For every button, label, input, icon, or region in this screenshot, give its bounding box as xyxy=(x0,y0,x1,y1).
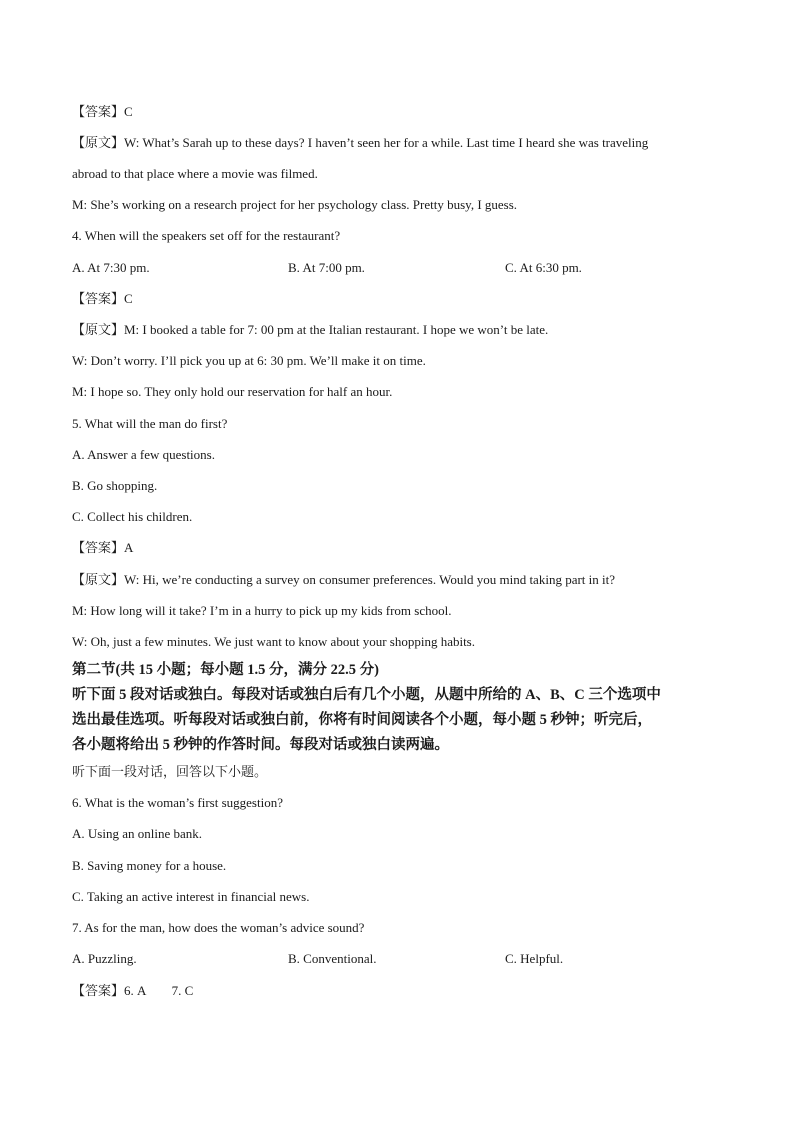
question-4: 4. When will the speakers set off for the restaurant? xyxy=(72,228,341,243)
section-2-title: 第二节(共 15 小题；每小题 1.5 分，满分 22.5 分) xyxy=(72,662,379,678)
transcript-4-woman: W: Don’t worry. I’ll pick you up at 6: 30 pm. We’ll make it on time. xyxy=(72,353,426,368)
question-4-option-b: B. At 7:00 pm. xyxy=(288,260,365,275)
question-7-option-c: C. Helpful. xyxy=(505,951,564,966)
question-5-option-b: B. Go shopping. xyxy=(72,478,158,493)
section-2-instruction-line-2: 选出最佳选项。听每段对话或独白前，你将有时间阅读各个小题，每小题 5 秒钟；听完后， xyxy=(72,712,652,728)
question-5-option-c: C. Collect his children. xyxy=(72,509,193,524)
transcript-3-line-1: 【原文】W: What’s Sarah up to these days? I haven’t seen her for a while. Last time I heard she was traveling xyxy=(72,135,649,150)
transcript-3-man: M: She’s working on a research project for her psychology class. Pretty busy, I guess. xyxy=(72,197,518,212)
transcript-5-woman: 【原文】W: Hi, we’re conducting a survey on consumer preferences. Would you mind taking part in it? xyxy=(72,572,616,587)
question-7: 7. As for the man, how does the woman’s advice sound? xyxy=(72,920,365,935)
answer-3: 【答案】C xyxy=(72,104,133,119)
answer-4: 【答案】C xyxy=(72,291,133,306)
transcript-4-man-2: M: I hope so. They only hold our reservation for half an hour. xyxy=(72,384,393,399)
question-6: 6. What is the woman’s first suggestion? xyxy=(72,795,283,810)
section-2-instruction-line-1: 听下面 5 段对话或独白。每段对话或独白后有几个小题，从题中所给的 A、B、C 三个选项中 xyxy=(72,687,661,703)
question-5-option-a: A. Answer a few questions. xyxy=(72,447,215,462)
transcript-5-woman-2: W: Oh, just a few minutes. We just want to know about your shopping habits. xyxy=(72,634,475,649)
question-4-option-c: C. At 6:30 pm. xyxy=(505,260,582,275)
question-6-option-b: B. Saving money for a house. xyxy=(72,858,227,873)
question-7-option-a: A. Puzzling. xyxy=(72,951,137,966)
transcript-5-man: M: How long will it take? I’m in a hurry to pick up my kids from school. xyxy=(72,603,452,618)
answer-6-7: 【答案】6. A 7. C xyxy=(72,983,194,998)
question-6-option-c: C. Taking an active interest in financial news. xyxy=(72,889,310,904)
transcript-4-man: 【原文】M: I booked a table for 7: 00 pm at the Italian restaurant. I hope we won’t be late. xyxy=(72,322,549,337)
listening-intro: 听下面一段对话，回答以下小题。 xyxy=(72,764,268,779)
transcript-3-line-2: abroad to that place where a movie was filmed. xyxy=(72,166,318,181)
question-7-option-b: B. Conventional. xyxy=(288,951,377,966)
section-2-instruction-line-3: 各小题将给出 5 秒钟的作答时间。每段对话或独白读两遍。 xyxy=(72,737,449,753)
question-5: 5. What will the man do first? xyxy=(72,416,228,431)
question-4-option-a: A. At 7:30 pm. xyxy=(72,260,150,275)
answer-5: 【答案】A xyxy=(72,540,134,555)
question-6-option-a: A. Using an online bank. xyxy=(72,826,202,841)
